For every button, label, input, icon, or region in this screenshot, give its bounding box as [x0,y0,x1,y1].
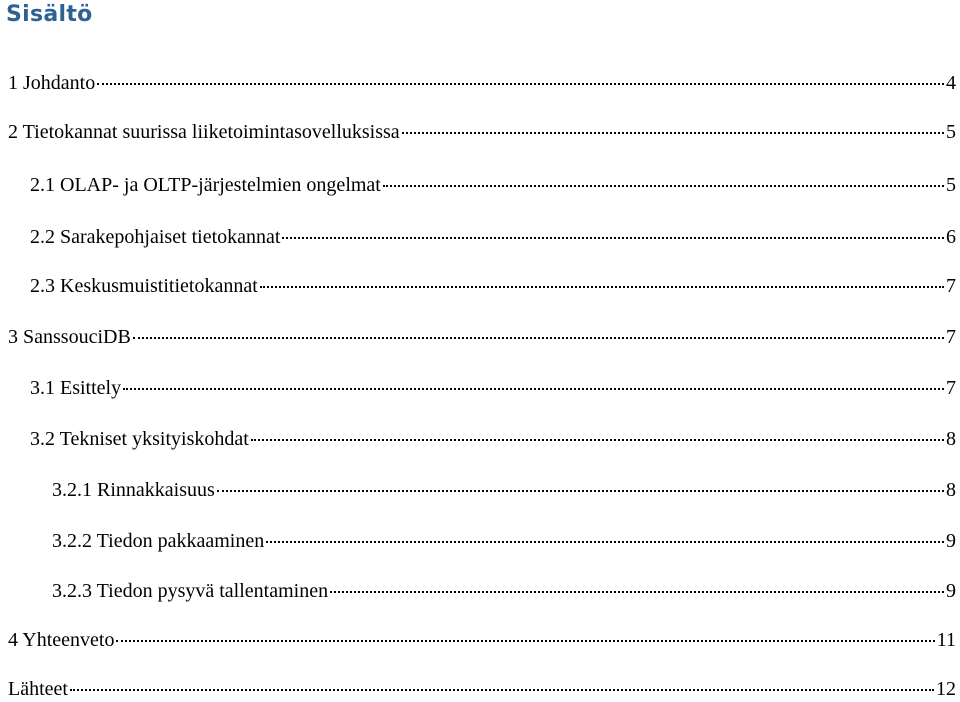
toc-dot-leader [97,83,944,85]
toc-dot-leader [116,640,934,642]
toc-dot-leader [251,439,944,441]
toc-entry-johdanto[interactable] [8,70,956,96]
toc-entry-page: 8 [946,428,956,450]
toc-entry-page: 8 [946,479,956,501]
toc-title: Sisältö [6,2,93,27]
toc-entry-page: 5 [946,121,956,143]
toc-dot-leader [282,237,944,239]
toc-entry-text: 2.2 Sarakepohjaiset tietokannat [30,226,281,248]
toc-dot-leader [402,132,944,134]
toc-dot-leader [70,689,934,691]
toc-dot-leader [217,490,944,492]
toc-entry-yhteenveto[interactable] [8,627,956,653]
toc-dot-leader [133,337,944,339]
toc-entry-text: 3.2.3 Tiedon pysyvä tallentaminen [52,580,329,602]
toc-dot-leader [123,388,944,390]
toc-entry-text: 2 Tietokannat suurissa liiketoimintasovelluksissa [8,121,400,143]
toc-entry-text: Lähteet [8,678,68,700]
toc-dot-leader [266,541,944,543]
toc-entry-text: 3.1 Esittely [30,377,122,399]
toc-dot-leader [383,185,944,187]
toc-entry-esittely[interactable] [30,375,956,401]
toc-entry-page: 9 [946,530,956,552]
toc-entry-page: 5 [946,174,956,196]
toc-entry-sanssoucidb[interactable] [8,324,956,350]
toc-entry-pakkaaminen[interactable] [52,528,956,554]
toc-entry-page: 4 [946,72,956,94]
toc-entry-page: 9 [946,580,956,602]
toc-entry-text: 2.1 OLAP- ja OLTP-järjestelmien ongelmat [30,174,381,196]
toc-entry-keskusmuisti[interactable] [30,273,956,299]
toc-entry-sarakepohjaiset[interactable] [30,224,956,250]
toc-entry-text: 4 Yhteenveto [8,629,115,651]
toc-entry-text: 1 Johdanto [8,72,96,94]
toc-entry-page: 11 [936,629,956,651]
toc-entry-rinnakkaisuus[interactable] [52,477,956,503]
toc-entry-tietokannat[interactable] [8,119,956,145]
toc-dot-leader [260,286,944,288]
toc-entry-tekniset[interactable] [30,426,956,452]
toc-entry-lahteet[interactable] [8,676,956,702]
toc-entry-page: 6 [946,226,956,248]
toc-entry-olap-oltp[interactable] [30,172,956,198]
toc-entry-text: 3.2.2 Tiedon pakkaaminen [52,530,265,552]
toc-entry-page: 7 [946,377,956,399]
toc-entry-page: 12 [936,678,956,700]
toc-entry-page: 7 [946,275,956,297]
toc-entry-text: 3.2 Tekniset yksityiskohdat [30,428,249,450]
toc-entry-text: 3.2.1 Rinnakkaisuus [52,479,215,501]
toc-entry-tallentaminen[interactable] [52,578,956,604]
toc-entry-page: 7 [946,326,956,348]
toc-entry-text: 2.3 Keskusmuistitietokannat [30,275,258,297]
toc-dot-leader [330,591,944,593]
toc-entry-text: 3 SanssouciDB [8,326,131,348]
